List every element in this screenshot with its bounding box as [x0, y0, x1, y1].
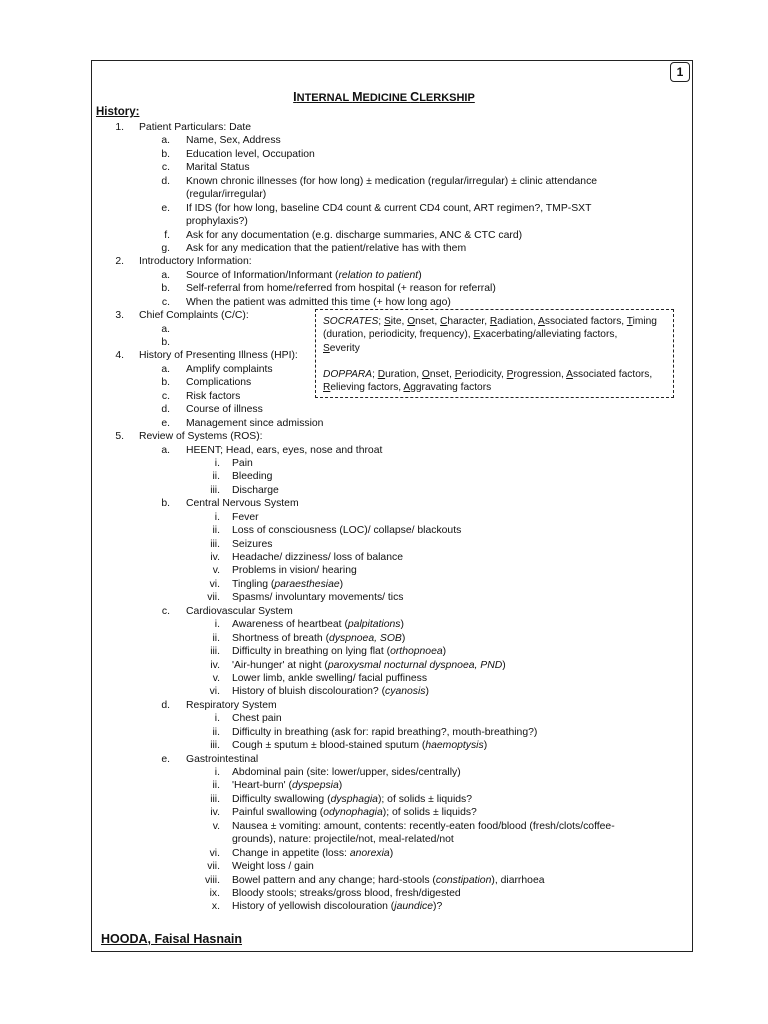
- outline-item-text: prophylaxis?): [186, 216, 248, 228]
- outline-item-text: Name, Sex, Address: [186, 135, 281, 147]
- outline-item: [0, 161, 768, 174]
- outline-item: [0, 645, 768, 658]
- outline-item: [0, 417, 768, 430]
- list-marker: v.: [212, 820, 220, 832]
- outline-item-text: Ask for any documentation (e.g. discharge summaries, ANC & CTC card): [186, 229, 523, 241]
- mnemonic-paragraph: SOCRATES; Site, Onset, Character, Radiation, Associated factors, Timing (duration, periodicity, frequency), Exacerbating/alleviating factors, Severity: [323, 316, 657, 354]
- outline-item: [0, 726, 768, 739]
- outline-item-text: Chest pain: [232, 713, 282, 725]
- outline-item: [0, 497, 768, 510]
- outline-item: [0, 766, 768, 779]
- list-marker: d.: [161, 175, 170, 187]
- list-marker: c.: [161, 605, 170, 617]
- list-marker: b.: [161, 148, 170, 160]
- outline-item-text: Painful swallowing (odynophagia); of solids ± liquids?: [232, 807, 477, 819]
- outline-item-text: Nausea ± vomiting: amount, contents: recently-eaten food/blood (fresh/clots/coffee-: [232, 820, 615, 832]
- outline-item-text: Spasms/ involuntary movements/ tics: [232, 592, 404, 604]
- outline-item-text: Awareness of heartbeat (palpitations): [232, 619, 404, 631]
- outline-item: [0, 699, 768, 712]
- outline-item: [0, 833, 768, 846]
- outline-item: [0, 524, 768, 537]
- outline-item-text: Lower limb, ankle swelling/ facial puffiness: [232, 672, 428, 684]
- outline-item-text: Shortness of breath (dyspnoea, SOB): [232, 632, 406, 644]
- outline-item: [0, 282, 768, 295]
- outline-item-text: Education level, Occupation: [186, 148, 315, 160]
- outline-item-text: Amplify complaints: [186, 363, 273, 375]
- outline-item: [0, 847, 768, 860]
- outline-item: [0, 591, 768, 604]
- author-name: HOODA, Faisal Hasnain: [101, 932, 243, 946]
- outline-item-text: When the patient was admitted this time (+ how long ago): [186, 296, 451, 308]
- list-marker: a.: [161, 444, 170, 456]
- list-marker: i.: [214, 767, 220, 778]
- list-marker: iv.: [210, 659, 220, 671]
- list-marker: viii.: [204, 874, 220, 886]
- outline-item: [0, 753, 768, 766]
- list-marker: ix.: [209, 887, 220, 899]
- mnemonic-box: [315, 309, 674, 398]
- outline-item: [0, 820, 768, 833]
- list-marker: vi.: [209, 686, 220, 698]
- section-heading: History:: [96, 106, 140, 118]
- outline-item-text: History of Presenting Illness (HPI):: [139, 350, 298, 362]
- outline-item: [0, 712, 768, 725]
- outline-item-text: Difficulty in breathing on lying flat (orthopnoea): [232, 646, 447, 658]
- list-marker: vi.: [209, 578, 220, 590]
- list-marker: f.: [164, 229, 170, 241]
- outline-item: [0, 430, 768, 443]
- outline-item: [0, 685, 768, 698]
- outline-item: [0, 255, 768, 268]
- outline-item: [0, 618, 768, 631]
- outline-item-text: Central Nervous System: [186, 498, 299, 510]
- outline-item: [0, 900, 768, 913]
- outline-item: [0, 806, 768, 819]
- list-marker: i.: [214, 511, 220, 523]
- outline-item-text: Change in appetite (loss: anorexia): [232, 847, 394, 859]
- list-marker: iii.: [210, 538, 220, 550]
- list-marker: iii.: [210, 793, 220, 805]
- outline-item-text: Cough ± sputum ± blood-stained sputum (haemoptysis): [232, 740, 488, 752]
- outline-item-text: Gastrointestinal: [186, 753, 259, 765]
- list-marker: ii.: [212, 471, 220, 483]
- list-marker: iv.: [210, 552, 220, 563]
- outline-item-text: Chief Complaints (C/C):: [139, 310, 249, 322]
- outline-item: [0, 793, 768, 806]
- list-marker: 1.: [115, 122, 124, 133]
- outline-item-text: Bowel pattern and any change; hard-stools (constipation), diarrhoea: [232, 874, 545, 886]
- list-marker: iii.: [210, 484, 220, 496]
- list-marker: ii.: [212, 525, 220, 537]
- outline-item: [0, 511, 768, 524]
- outline-item-text: Cardiovascular System: [186, 605, 293, 617]
- list-marker: c.: [161, 162, 170, 174]
- outline-item-text: Difficulty in breathing (ask for: rapid breathing?, mouth-breathing?): [232, 726, 538, 738]
- list-marker: b.: [161, 283, 170, 295]
- outline-item-text: Respiratory System: [186, 699, 277, 711]
- outline-item-text: 'Heart-burn' (dyspepsia): [232, 780, 343, 792]
- outline-item-text: Patient Particulars: Date: [139, 122, 252, 133]
- list-marker: ii.: [212, 632, 220, 644]
- history-outline: [0, 121, 768, 914]
- outline-item-text: Risk factors: [186, 390, 241, 402]
- mnemonic-paragraph: DOPPARA; Duration, Onset, Periodicity, Progression, Associated factors, Relieving factors, Aggravating factors: [323, 368, 653, 394]
- outline-item-text: Bleeding: [232, 471, 273, 483]
- list-marker: a.: [161, 269, 170, 281]
- outline-item: [0, 874, 768, 887]
- list-marker: b.: [161, 498, 170, 510]
- outline-item: [0, 659, 768, 672]
- list-marker: iii.: [210, 646, 220, 658]
- outline-item-text: Abdominal pain (site: lower/upper, sides/centrally): [232, 767, 461, 778]
- list-marker: 2.: [115, 256, 124, 268]
- list-marker: 5.: [115, 431, 124, 443]
- outline-item-text: Management since admission: [186, 417, 324, 429]
- outline-item-text: If IDS (for how long, baseline CD4 count & current CD4 count, ART regimen?, TMP-SXT: [186, 202, 592, 214]
- list-marker: i.: [214, 619, 220, 631]
- list-marker: c.: [161, 390, 170, 402]
- outline-item: [0, 134, 768, 147]
- outline-item: [0, 578, 768, 591]
- list-marker: v.: [212, 672, 220, 684]
- outline-item-text: Discharge: [232, 484, 279, 496]
- outline-item: [0, 202, 768, 215]
- outline-item-text: Seizures: [232, 538, 273, 550]
- outline-item: [0, 739, 768, 752]
- outline-item-text: Complications: [186, 377, 252, 389]
- list-marker: e.: [161, 202, 170, 214]
- outline-item: [0, 242, 768, 255]
- outline-item: [0, 484, 768, 497]
- list-marker: d.: [161, 404, 170, 416]
- list-marker: d.: [161, 699, 170, 711]
- list-marker: vii.: [207, 592, 220, 604]
- list-marker: e.: [161, 753, 170, 765]
- outline-item-text: Review of Systems (ROS):: [139, 431, 263, 443]
- outline-item-text: grounds), nature: projectile/not, meal-related/not: [232, 834, 454, 846]
- list-marker: c.: [161, 296, 170, 308]
- list-marker: a.: [161, 323, 170, 335]
- list-marker: iv.: [210, 807, 220, 819]
- page-number: 1: [670, 62, 690, 82]
- list-marker: x.: [211, 901, 220, 913]
- outline-item: [0, 564, 768, 577]
- outline-item-text: Introductory Information:: [139, 256, 252, 268]
- list-marker: e.: [161, 417, 170, 429]
- list-marker: vi.: [209, 847, 220, 859]
- list-marker: i.: [214, 713, 220, 725]
- list-marker: ii.: [212, 780, 220, 792]
- outline-item: [0, 860, 768, 873]
- outline-item: [0, 269, 768, 282]
- outline-item: [0, 148, 768, 161]
- outline-item-text: Difficulty swallowing (dysphagia); of solids ± liquids?: [232, 793, 473, 805]
- outline-item: [0, 779, 768, 792]
- outline-item: [0, 538, 768, 551]
- outline-item-text: History of bluish discolouration? (cyanosis): [232, 686, 429, 698]
- outline-item-text: 'Air-hunger' at night (paroxysmal nocturnal dyspnoea, PND): [232, 659, 506, 671]
- list-marker: vii.: [207, 861, 220, 873]
- outline-item-text: Weight loss / gain: [232, 861, 314, 873]
- outline-item: [0, 121, 768, 134]
- outline-item: [0, 457, 768, 470]
- outline-item: [0, 605, 768, 618]
- list-marker: iii.: [210, 740, 220, 752]
- outline-item-text: Loss of consciousness (LOC)/ collapse/ blackouts: [232, 525, 462, 537]
- list-marker: a.: [161, 363, 170, 375]
- list-marker: i.: [214, 457, 220, 469]
- outline-item-text: Self-referral from home/referred from hospital (+ reason for referral): [186, 283, 496, 295]
- outline-item-text: Bloody stools; streaks/gross blood, fresh/digested: [232, 887, 461, 899]
- outline-item: [0, 175, 768, 188]
- outline-item-text: Headache/ dizziness/ loss of balance: [232, 552, 403, 563]
- list-marker: b.: [161, 337, 170, 348]
- outline-item-text: Marital Status: [186, 162, 250, 174]
- outline-item: [0, 551, 768, 564]
- outline-item: [0, 403, 768, 416]
- outline-item-text: Tingling (paraesthesiae): [232, 578, 344, 590]
- outline-item-text: History of yellowish discolouration (jaundice)?: [232, 901, 443, 913]
- outline-item: [0, 188, 768, 201]
- outline-item: [0, 444, 768, 457]
- list-marker: v.: [212, 565, 220, 577]
- list-marker: 3.: [115, 310, 124, 322]
- outline-item: [0, 672, 768, 685]
- outline-item-text: Fever: [232, 511, 259, 523]
- outline-item-text: Course of illness: [186, 404, 263, 416]
- list-marker: b.: [161, 377, 170, 389]
- outline-item: [0, 215, 768, 228]
- outline-item-text: Ask for any medication that the patient/relative has with them: [186, 242, 467, 254]
- outline-item: [0, 229, 768, 242]
- outline-item-text: Pain: [232, 457, 253, 469]
- list-marker: 4.: [115, 350, 124, 362]
- outline-item-text: Known chronic illnesses (for how long) ± medication (regular/irregular) ± clinic attendance: [186, 175, 598, 187]
- outline-item-text: HEENT; Head, ears, eyes, nose and throat: [186, 444, 383, 456]
- outline-item-text: Problems in vision/ hearing: [232, 565, 357, 577]
- outline-item-text: Source of Information/Informant (relation to patient): [186, 269, 422, 281]
- outline-item: [0, 470, 768, 483]
- outline-item-text: (regular/irregular): [186, 189, 267, 201]
- outline-item: [0, 632, 768, 645]
- list-marker: a.: [161, 135, 170, 147]
- list-marker: g.: [161, 242, 170, 254]
- outline-item: [0, 887, 768, 900]
- list-marker: ii.: [212, 726, 220, 738]
- outline-item: [0, 296, 768, 309]
- document-title: INTERNAL MEDICINE CLERKSHIP: [293, 90, 475, 104]
